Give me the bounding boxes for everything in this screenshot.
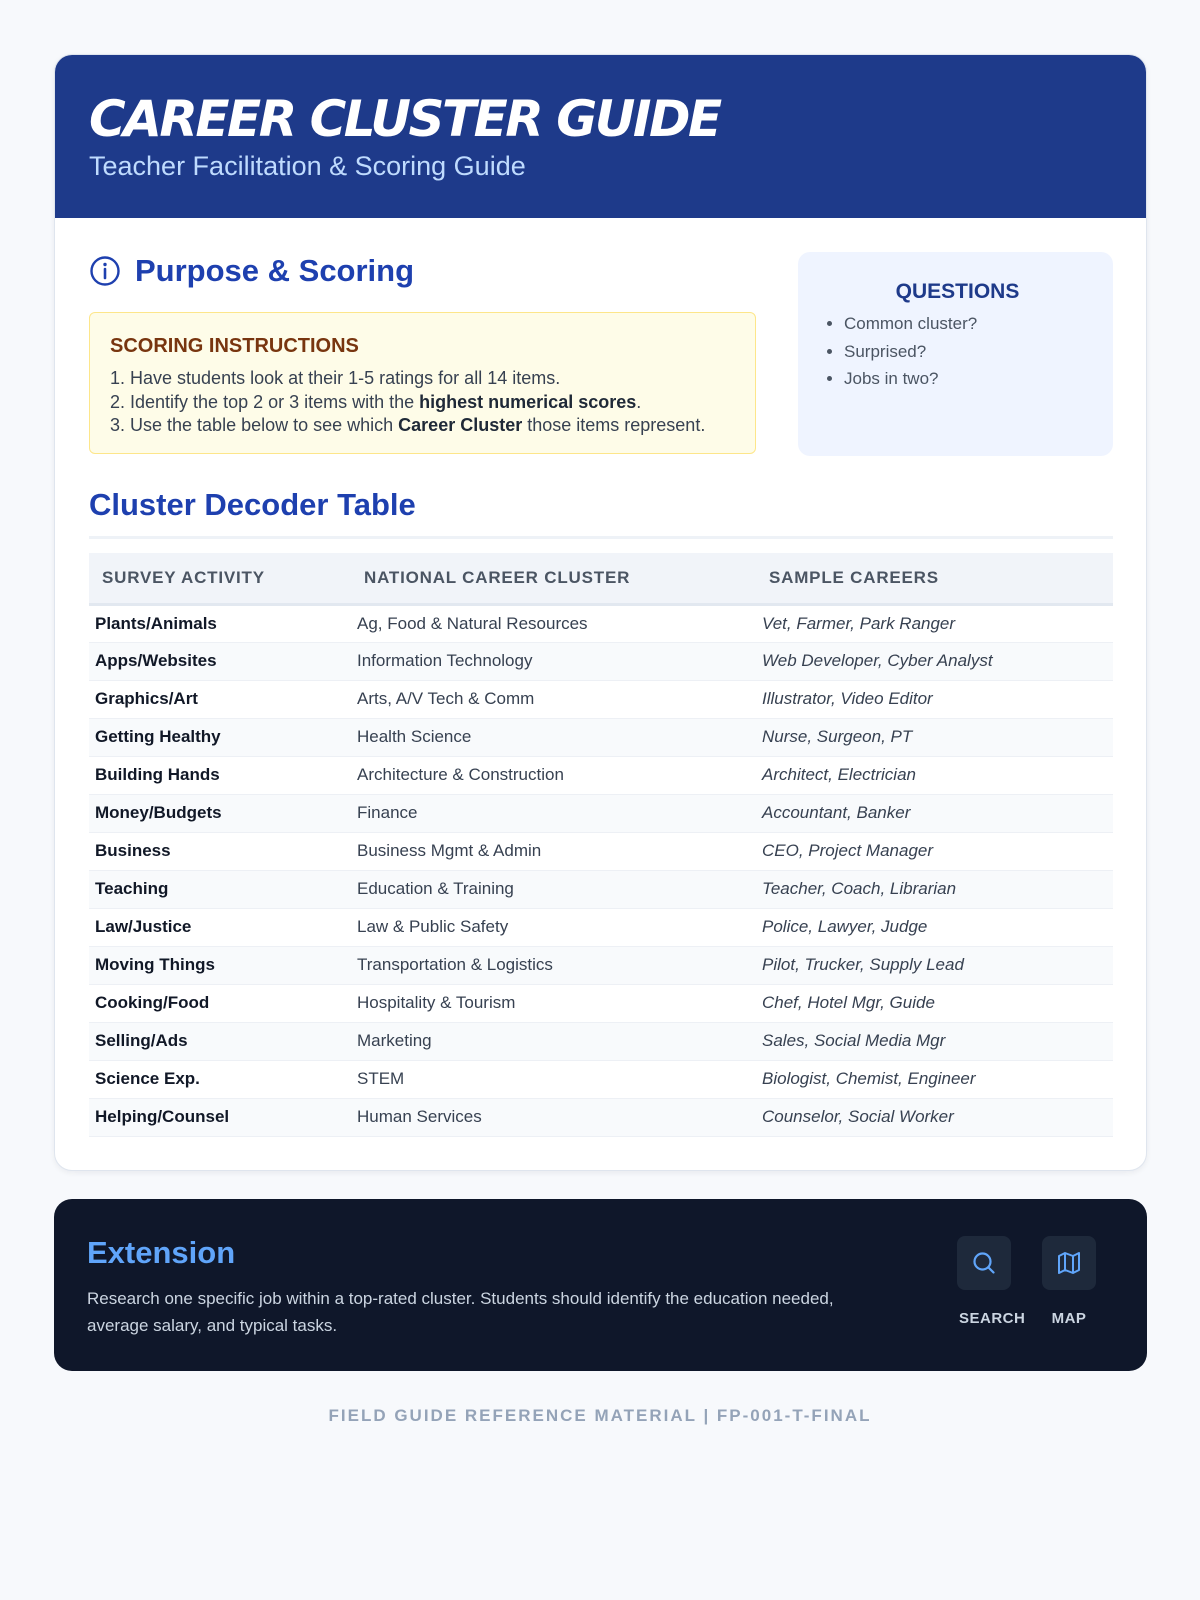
- table-row: [89, 604, 1113, 642]
- table-row: [89, 718, 1113, 756]
- career-cluster-cell: Ag, Food & Natural Resources: [357, 613, 588, 633]
- page-title: CAREER CLUSTER GUIDE: [89, 90, 720, 148]
- info-icon: [89, 255, 121, 287]
- column-header: SAMPLE CAREERS: [769, 567, 939, 587]
- career-cluster-cell: STEM: [357, 1069, 405, 1088]
- question-item: • Surprised?: [844, 338, 1093, 366]
- survey-activity-cell: Law/Justice: [95, 917, 192, 936]
- survey-activity-cell: Graphics/Art: [95, 689, 198, 708]
- purpose-title: Purpose & Scoring: [135, 253, 415, 288]
- table-row: [89, 642, 1113, 680]
- career-cluster-cell: Arts, A/V Tech & Comm: [357, 689, 535, 708]
- map-button[interactable]: [1042, 1236, 1096, 1290]
- page-subtitle: Teacher Facilitation & Scoring Guide: [89, 151, 526, 181]
- sample-careers-cell: Nurse, Surgeon, PT: [762, 727, 913, 746]
- questions-panel: [798, 252, 1113, 456]
- survey-activity-cell: Moving Things: [95, 955, 215, 974]
- table-row: [89, 1022, 1113, 1060]
- sample-careers-cell: Counselor, Social Worker: [762, 1107, 954, 1126]
- career-cluster-cell: Business Mgmt & Admin: [357, 841, 542, 860]
- survey-activity-cell: Apps/Websites: [95, 651, 217, 670]
- survey-activity-cell: Cooking/Food: [95, 993, 210, 1012]
- scoring-step: 2. Identify the top 2 or 3 items with the highest numerical scores.: [110, 391, 642, 412]
- search-label: SEARCH: [959, 1310, 1026, 1327]
- career-cluster-cell: Law & Public Safety: [357, 917, 509, 936]
- table-row: [89, 832, 1113, 870]
- column-header: NATIONAL CAREER CLUSTER: [364, 567, 631, 587]
- extension-text: Research one specific job within a top-rated cluster. Students should identify the education needed, average salary, and typical tasks.: [87, 1289, 834, 1335]
- career-cluster-cell: Marketing: [357, 1031, 432, 1050]
- career-cluster-cell: Information Technology: [357, 651, 533, 670]
- table-row: [89, 1060, 1113, 1098]
- survey-activity-cell: Science Exp.: [95, 1069, 200, 1088]
- sample-careers-cell: Chef, Hotel Mgr, Guide: [762, 993, 935, 1012]
- table-header-row: [89, 553, 1113, 604]
- survey-activity-cell: Plants/Animals: [95, 613, 217, 633]
- table-row: [89, 984, 1113, 1022]
- survey-activity-cell: Money/Budgets: [95, 803, 222, 822]
- sample-careers-cell: Police, Lawyer, Judge: [762, 917, 928, 936]
- sample-careers-cell: Sales, Social Media Mgr: [762, 1031, 946, 1050]
- footer-reference: FIELD GUIDE REFERENCE MATERIAL | FP-001-T-FINAL: [328, 1406, 872, 1425]
- purpose-heading: [89, 253, 414, 289]
- map-label: MAP: [1051, 1310, 1087, 1327]
- scoring-step: 1. Have students look at their 1-5 ratings for all 14 items.: [110, 368, 561, 388]
- decoder-divider: [89, 536, 1113, 539]
- sample-careers-cell: Biologist, Chemist, Engineer: [762, 1069, 976, 1088]
- scoring-step: 3. Use the table below to see which Career Cluster those items represent.: [110, 415, 706, 435]
- career-cluster-cell: Architecture & Construction: [357, 765, 564, 784]
- sample-careers-cell: Vet, Farmer, Park Ranger: [762, 613, 956, 633]
- search-button[interactable]: [957, 1236, 1011, 1290]
- table-row: [89, 756, 1113, 794]
- map-icon: [1056, 1250, 1082, 1276]
- questions-title: QUESTIONS: [895, 280, 1020, 303]
- survey-activity-cell: Building Hands: [95, 765, 220, 784]
- extension-title: Extension: [87, 1235, 236, 1270]
- column-header: SURVEY ACTIVITY: [102, 567, 265, 587]
- cluster-decoder-table: [89, 553, 1113, 1137]
- extension-panel: [54, 1199, 1147, 1371]
- decoder-title: Cluster Decoder Table: [89, 487, 416, 522]
- career-cluster-cell: Finance: [357, 803, 418, 822]
- scoring-title: SCORING INSTRUCTIONS: [110, 335, 359, 357]
- sample-careers-cell: Teacher, Coach, Librarian: [762, 879, 957, 898]
- survey-activity-cell: Helping/Counsel: [95, 1107, 230, 1126]
- sample-careers-cell: Pilot, Trucker, Supply Lead: [762, 955, 964, 974]
- search-icon: [971, 1250, 997, 1276]
- scoring-instructions: [89, 312, 756, 454]
- table-row: [89, 946, 1113, 984]
- table-row: [89, 870, 1113, 908]
- survey-activity-cell: Getting Healthy: [95, 727, 221, 746]
- career-cluster-cell: Health Science: [357, 727, 472, 746]
- question-item: • Jobs in two?: [844, 365, 1093, 393]
- sample-careers-cell: Accountant, Banker: [762, 803, 911, 822]
- question-item: • Common cluster?: [844, 310, 1093, 338]
- survey-activity-cell: Teaching: [95, 879, 169, 898]
- header-banner: [55, 55, 1146, 218]
- sample-careers-cell: Web Developer, Cyber Analyst: [762, 651, 993, 670]
- career-cluster-cell: Human Services: [357, 1107, 482, 1126]
- career-cluster-cell: Transportation & Logistics: [357, 955, 553, 974]
- survey-activity-cell: Selling/Ads: [95, 1031, 188, 1050]
- table-row: [89, 680, 1113, 718]
- career-cluster-cell: Education & Training: [357, 879, 514, 898]
- guide-card: [54, 54, 1147, 1171]
- career-cluster-cell: Hospitality & Tourism: [357, 993, 516, 1012]
- table-row: [89, 1098, 1113, 1136]
- table-row: [89, 908, 1113, 946]
- sample-careers-cell: Illustrator, Video Editor: [762, 689, 933, 708]
- table-row: [89, 794, 1113, 832]
- sample-careers-cell: Architect, Electrician: [762, 765, 916, 784]
- survey-activity-cell: Business: [95, 841, 171, 860]
- sample-careers-cell: CEO, Project Manager: [762, 841, 934, 860]
